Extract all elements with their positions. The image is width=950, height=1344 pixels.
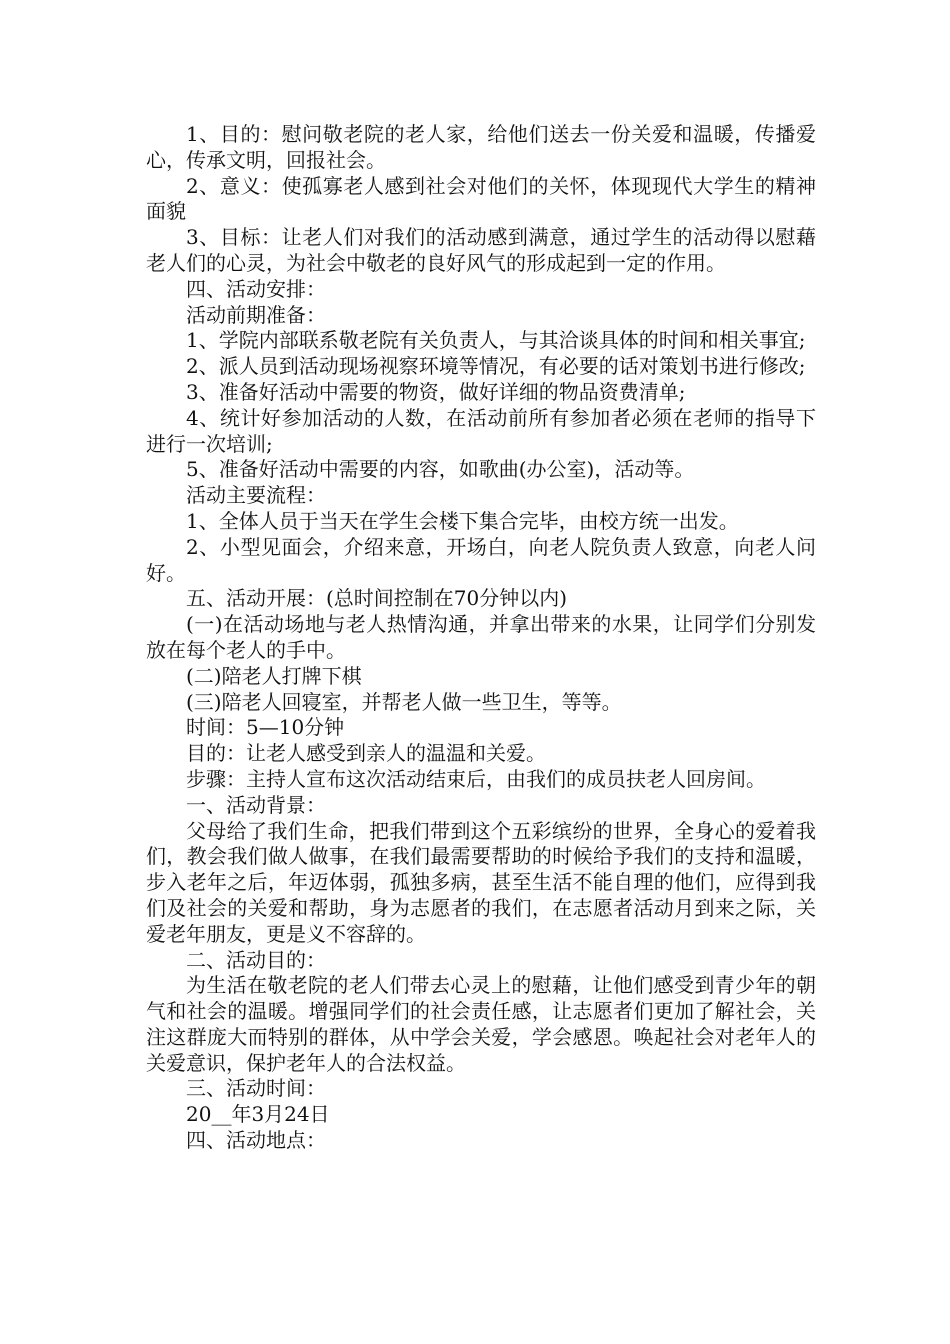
paragraph-activity-date: 20__年3月24日 [186, 1102, 330, 1127]
paragraph-significance: 2、意义：使孤寡老人感到社会对他们的关怀，体现现代大学生的精神面貌 [146, 173, 816, 224]
paragraph-prep-5: 5、准备好活动中需要的内容，如歌曲(办公室)，活动等。 [186, 457, 695, 482]
heading-objective: 二、活动目的： [186, 947, 326, 972]
heading-activity-arrangement: 四、活动安排： [186, 276, 326, 301]
heading-activity-location: 四、活动地点： [186, 1128, 326, 1153]
document-body [146, 122, 816, 1154]
heading-main-process: 活动主要流程： [186, 483, 326, 508]
paragraph-time: 时间：5—10分钟 [186, 715, 345, 740]
paragraph-goal: 3、目标：让老人们对我们的活动感到满意，通过学生的活动得以慰藉老人们的心灵，为社会中敬老的良好风气的形成起到一定的作用。 [146, 225, 816, 275]
paragraph-execution-2: (二)陪老人打牌下棋 [186, 663, 362, 688]
paragraph-aim: 目的：让老人感受到亲人的温温和关爱。 [186, 741, 546, 766]
heading-preparation: 活动前期准备： [186, 302, 326, 327]
paragraph-objective: 为生活在敬老院的老人们带去心灵上的慰藉，让他们感受到青少年的朝气和社会的温暖。增强同学们的社会责任感，让志愿者们更加了解社会，关注这群庞大而特别的群体，从中学会关爱，学会感恩。唤起社会对老年人的关爱意识，保护老年人的合法权益。 [146, 973, 816, 1075]
heading-activity-time: 三、活动时间： [186, 1076, 326, 1101]
heading-activity-execution: 五、活动开展：(总时间控制在70分钟以内) [186, 586, 568, 611]
paragraph-prep-2: 2、派人员到活动现场视察环境等情况，有必要的话对策划书进行修改; [186, 354, 806, 379]
paragraph-execution-1: (一)在活动场地与老人热情沟通，并拿出带来的水果，让同学们分别发放在每个老人的手中。 [146, 612, 816, 662]
paragraph-prep-4: 4、统计好参加活动的人数，在活动前所有参加者必须在老师的指导下进行一次培训; [146, 405, 816, 456]
paragraph-background: 父母给了我们生命，把我们带到这个五彩缤纷的世界，全身心的爱着我们，教会我们做人做事，在我们最需要帮助的时候给予我们的支持和温暖，步入老年之后，年迈体弱，孤独多病，甚至生活不能自理的他们，应得到我们及社会的关爱和帮助，身为志愿者的我们，在志愿者活动月到来之际，关爱老年朋友，更是义不容辞的。 [146, 818, 816, 946]
paragraph-process-1: 1、全体人员于当天在学生会楼下集合完毕，由校方统一出发。 [186, 508, 739, 533]
paragraph-process-2: 2、小型见面会，介绍来意，开场白，向老人院负责人致意，向老人问好。 [146, 534, 816, 585]
heading-background: 一、活动背景： [186, 792, 326, 817]
paragraph-prep-3: 3、准备好活动中需要的物资，做好详细的物品资费清单; [186, 379, 686, 404]
paragraph-purpose: 1、目的：慰问敬老院的老人家，给他们送去一份关爱和温暖，传播爱心，传承文明，回报社会。 [146, 122, 816, 172]
paragraph-steps: 步骤：主持人宣布这次活动结束后，由我们的成员扶老人回房间。 [186, 766, 766, 791]
paragraph-prep-1: 1、学院内部联系敬老院有关负责人，与其洽谈具体的时间和相关事宜; [186, 328, 806, 353]
paragraph-execution-3: (三)陪老人回寝室，并帮老人做一些卫生，等等。 [186, 689, 622, 714]
